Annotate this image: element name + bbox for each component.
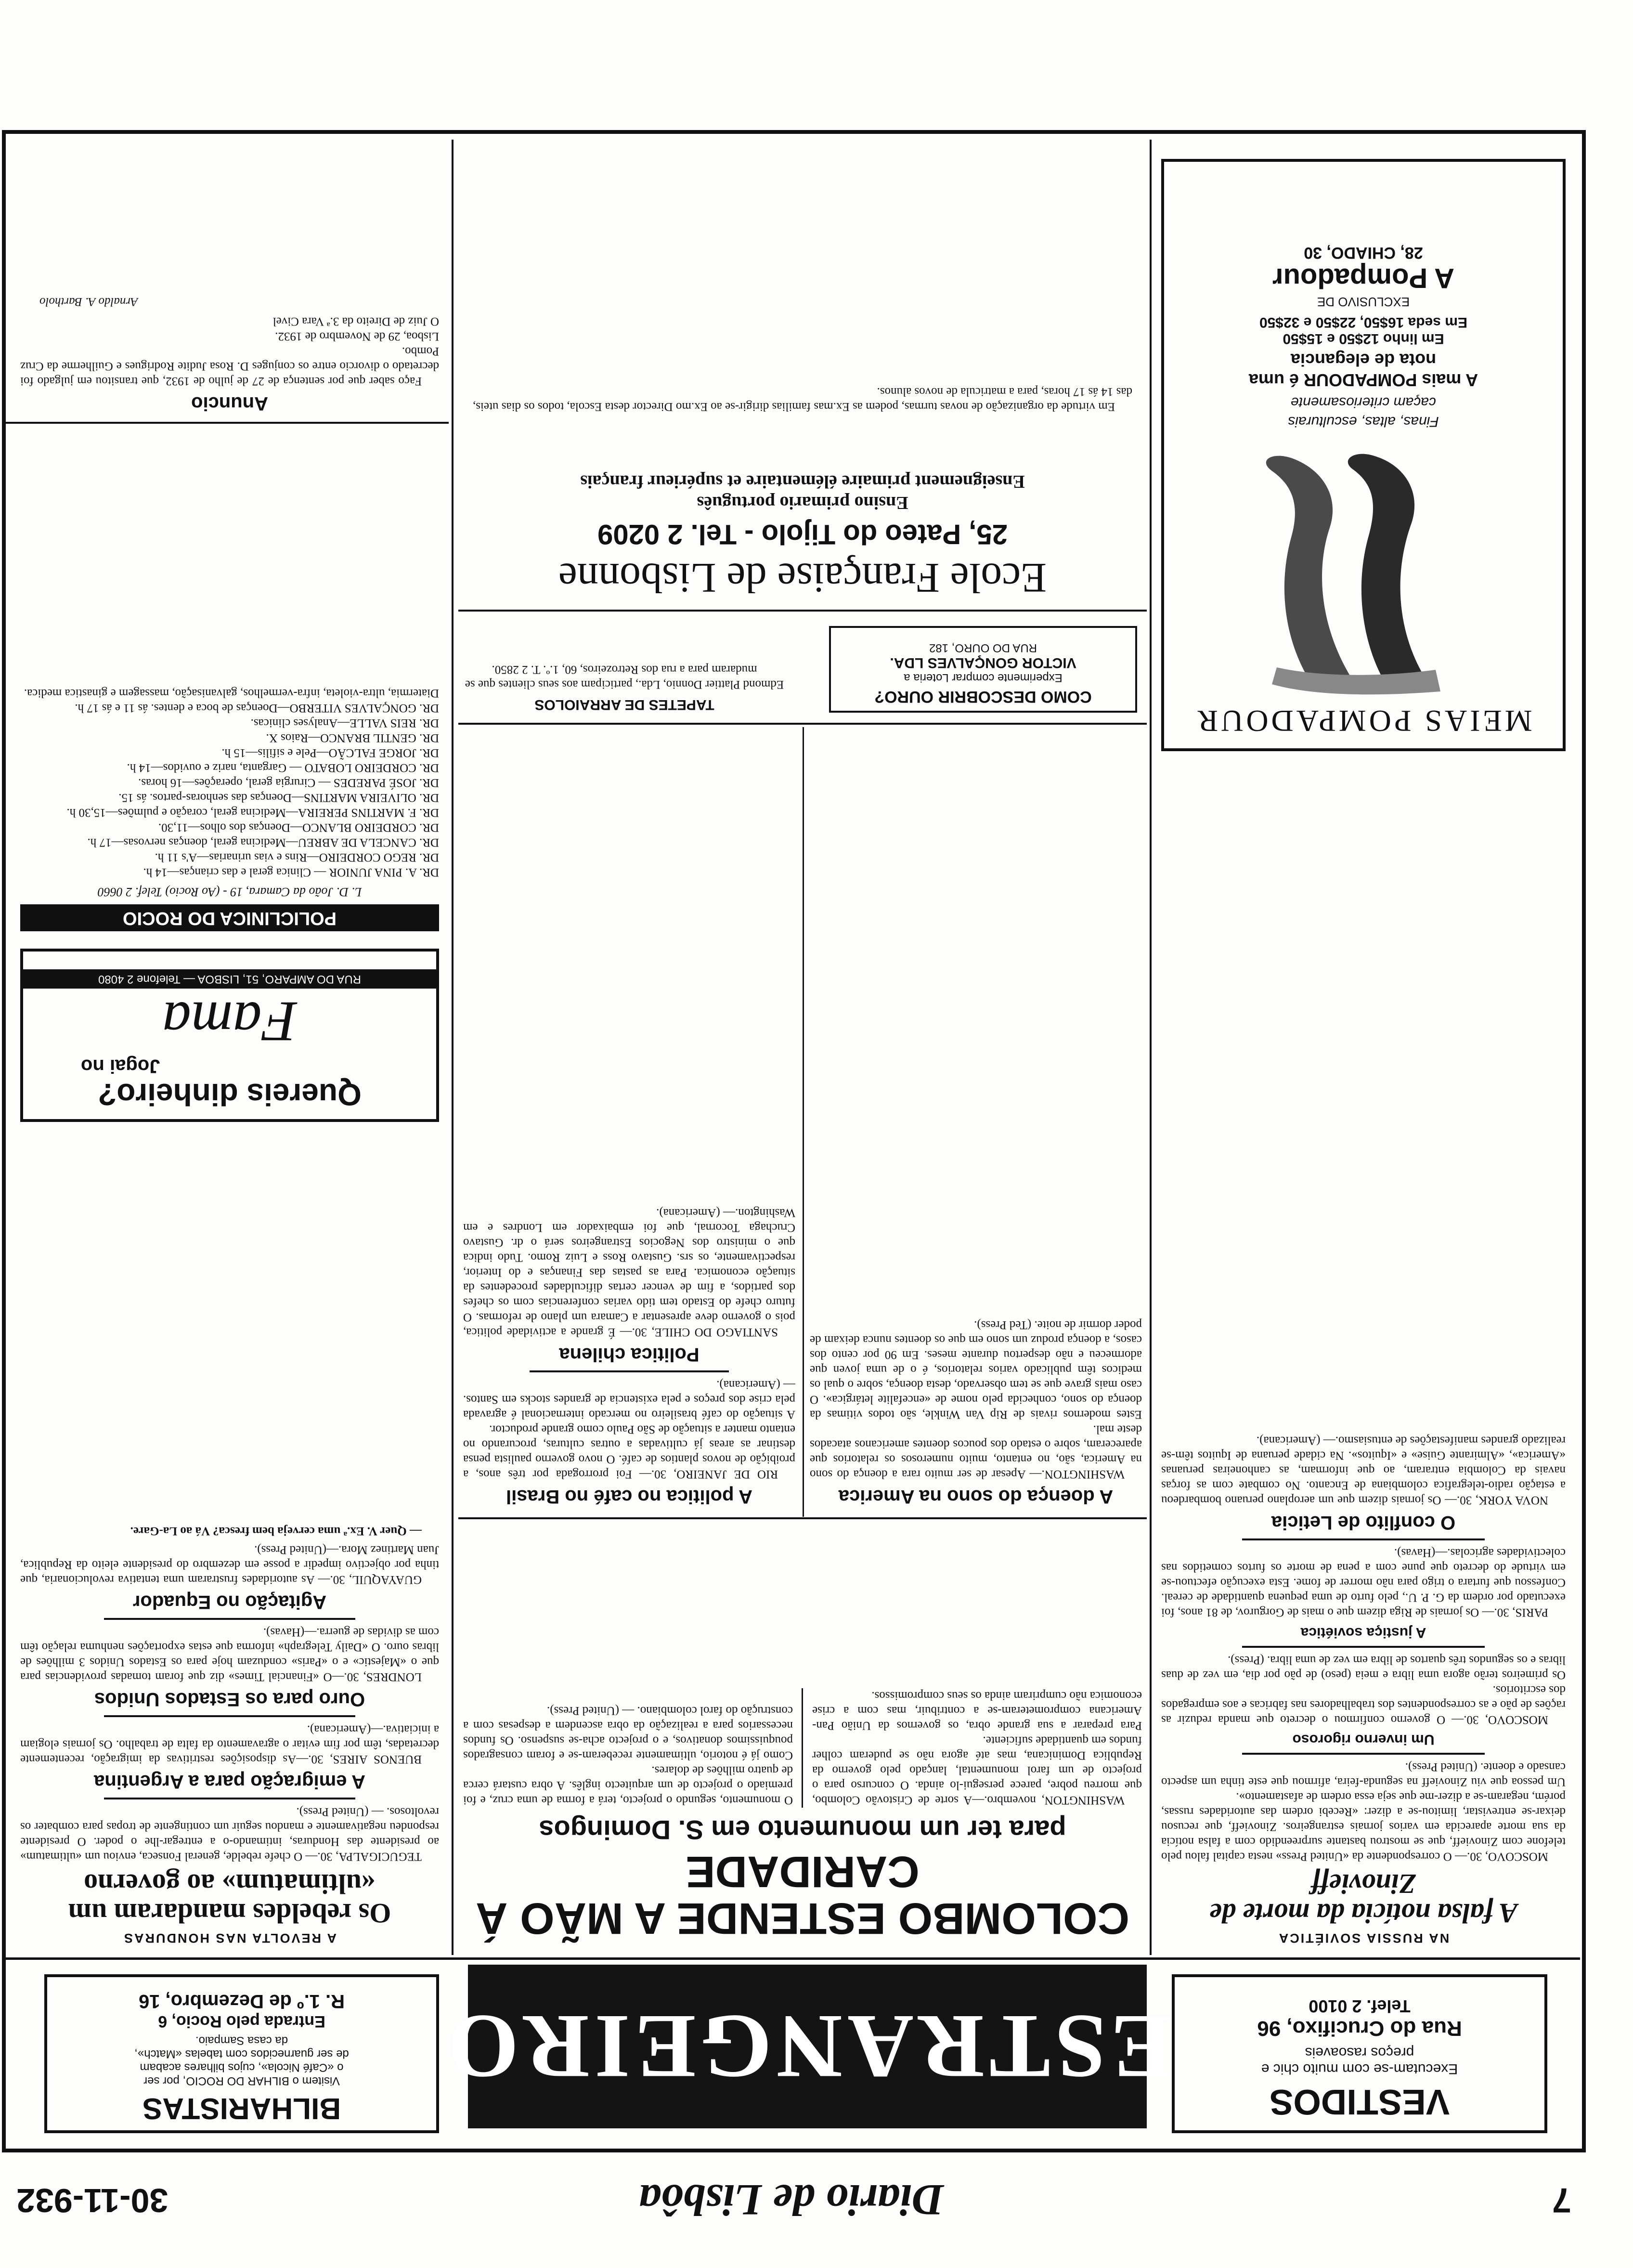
bilharistas-ad: [44, 1974, 439, 2133]
cerveja-notice: — Quer V. Ex.ª uma cerveja bem fresca? Vá ao La-Gare.: [130, 1525, 422, 1538]
zinovieff-kicker: NA RUSSIA SOVIÉTICA: [1277, 1931, 1450, 1945]
section-banner: [442, 1965, 1172, 2128]
ouro-eua-headline: Ouro para os Estados Unidos: [94, 1689, 365, 1710]
pompadour-ad: [1161, 159, 1566, 751]
ouro-ad-line: Experimente comprar Loteria a: [904, 671, 1063, 684]
column-rule: [803, 727, 804, 1517]
vestidos-ad-line: Telef. 2 0100: [1309, 1996, 1411, 2016]
colombo-article: [463, 1517, 1142, 1950]
equador-body: GUAYAQUIL, 30.— As autoridades frustraram uma tentativa revolucionaria, que tinha por objectivo impedir a posse em dezembro do presidente eleito da Republica, Juan Martinez Mora.—(United Press).: [20, 1543, 439, 1587]
vestidos-ad-line: Rua do Crucifixo, 96: [1257, 2017, 1462, 2040]
bilharistas-ad-line: Visitem o BILHAR DO ROCIO, por ser: [143, 2074, 340, 2087]
top-row-rule: [6, 1957, 1580, 1960]
center-right-column: [463, 730, 795, 1510]
section-banner-text: ESTRANGEIRO: [442, 1996, 1172, 2097]
colombo-subheadline: para ter um monumento em S. Domingos: [539, 1814, 1066, 1845]
pompadour-ad-line: Em seda 16$50, 22$50 e 32$50: [1259, 314, 1468, 330]
column-rule: [452, 140, 454, 1955]
honduras-kicker: A REVOLTA NAS HONDURAS: [123, 1931, 337, 1945]
chile-headline: Politica chilena: [559, 1344, 700, 1365]
ecole-ad-sub1: Ensino primario português: [697, 493, 908, 513]
divider: [104, 1618, 355, 1620]
argentina-headline: A emigração para a Argentina: [94, 1771, 365, 1793]
bilharistas-ad-line: da casa Sampaio.: [195, 2034, 288, 2047]
bilharistas-ad-line: de ser guarnecidos com tabelas «Match»,: [134, 2047, 349, 2060]
ouro-ad-title: COMO DESCOBRIR OURO?: [874, 688, 1092, 706]
pompadour-ad-line: A Pompadour: [1272, 262, 1455, 294]
ecole-ad-title: Ecole Française de Lisbonne: [558, 554, 1047, 601]
pompadour-ad-line: A mais POMPADOUR é uma: [1248, 370, 1478, 390]
argentina-body: BUENOS AIRES, 30.—As disposições restritivas da imigração, recentemente decretadas, têm por fim evitar o agravamento da falta de trabalho. Os jornais elogiam a iniciativa.—(Americana).: [20, 1723, 439, 1766]
section-rule: [458, 610, 1147, 612]
column-rule: [1150, 140, 1152, 1955]
ouro-eua-body: LONDRES, 30.—O «Financial Times» diz que foram tomadas providencias para que o «Majestic» e o «Paris» conduzam hoje para os Estados Unidos 3 milhões de libras ouro. O «Daily Telegraph» informa que estas exportações nenhuma relação têm com as dividas de guerra.—(Havas).: [20, 1626, 439, 1684]
pompadour-ad-line: Em linho 12$50 e 15$50: [1283, 331, 1444, 347]
pompadour-ad-tagline: Finas, altas, esculturais: [1288, 414, 1439, 430]
ecole-ad-notice: [473, 318, 1132, 414]
vestidos-ad: [1172, 1974, 1547, 2133]
ecole-ad-address: 25, Pateo do Tijolo - Tel. 2 0209: [597, 519, 1008, 550]
tapetes-ad: [463, 619, 786, 715]
vestidos-ad-line: Executam-se com muito chic e: [1261, 2061, 1458, 2077]
anuncio-ad: [20, 142, 439, 417]
pompadour-ad-line: 28, CHIADO, 30: [1304, 244, 1423, 262]
fama-ad-sub: Jogai no: [81, 1056, 160, 1077]
center-left-column: [810, 730, 1142, 1510]
zinovieff-body: MOSCOVO, 30.— O correspondente da «United Press» nesta capital falou pelo telefone com Zinovieff, que se mostrou bastante surpreendido com a falsa notícia da sua morte aparecida em varios jornais estrangeiros. Zinovieff, que recusou deixar-se entrevistar, limitou-se a dizer: «Recebi ordem das autoridades russas, porém, negaram-se a dizer-me que seja essa ordem de afastamento». Um pessoa que viu Zinovieff na segunda-feira, afirmou que este tinha um aspecto cansado e doente. (United Press).: [1161, 1760, 1566, 1864]
ouro-ad-line: VICTOR GONÇALVES LDA.: [890, 655, 1076, 671]
section-rule: [6, 422, 449, 424]
right-column: [20, 1132, 439, 1950]
vestidos-ad-title: VESTIDOS: [1269, 2082, 1450, 2122]
leticia-body: NOVA YORK, 30.— Os jornais dizem que um aeroplano peruano bombardeou a estação radio-telegrafica colombiana de Encanto. No combate com as forças navais da Colombia entraram, ao que informam, as canhoneiras peruanas «America», «Almirante Guise» e «Iquitos». Na cidade peruana de Iquitos têm-se realizado grandes manifestações de entusiasmo.— (Americana).: [1161, 1434, 1566, 1507]
divider: [1242, 1538, 1485, 1540]
issue-date: 30-11-932: [16, 2182, 168, 2219]
divider: [104, 1715, 355, 1717]
justica-headline: A justiça soviética: [1300, 1624, 1426, 1641]
divider: [1242, 1753, 1485, 1755]
policlinica-header: L. D. João da Camara, 19 - (Ao Rocio) Telef. 2 0660: [97, 885, 362, 899]
divider: [104, 1798, 355, 1799]
sono-headline: A doença do sono na America: [838, 1486, 1114, 1507]
honduras-body: TEGUCIGALPA, 30.— O chefe rebelde, general Fonseca, enviou um «ultimatum» ao presidente das Honduras, intimando-o a entregar-lhe o poder. O presidente respondeu negativamente e mandou seguir um contingente de tropas para combater os revoltosos. — (United Press).: [20, 1805, 439, 1864]
left-column: [1161, 761, 1566, 1950]
ouro-ad-line: RUA DO OURO, 182: [929, 641, 1037, 654]
ecole-ad-body: Em virtude da organização de novas turmas, podem as Ex.mas familias dirigir-se ao Ex.mo Director desta Escola, todos os dias uteis, das 14 ás 17 horas, para a matricula de novos alunos.: [473, 385, 1132, 413]
justica-body: PARIS, 30.— Os jornais de Riga dizem que o mais de Gorgurov, de 81 anos, foi executado por ordem da G. P. U., pelo furto de uma pequena quantidade de cereal. Confessou que furtara o trigo para não morrer de fome. Esta execução efectuou-se em virtude do decreto que pune com a pena de morte os furtos cometidos nas colectividades agricolas.—(Havas).: [1161, 1546, 1566, 1619]
sono-body: WASHINGTON.— Apesar de ser muito rara a doença do sono na America, são, no entanto, muito numerosos os relatorios que apareceram, sobre o estado dos poucos doentes americanos atacados deste mal. Estes modernos rivais de Rip Van Winkle, são todos vitimas da doença do sono, conhecida pelo nome de «encefalite letárgica». O caso mais grave que se tem observado, desta doença, sobre o qual os medicos têm publicado varios relatorios, é o de uma joven que adormeceu e não despertou durante meses. Em 90 por cento dos casos, a doença produz um sono em que os doentes nunca deixam de poder dormir de noite. (Ted Press).: [810, 1318, 1142, 1481]
fama-ad: [20, 949, 439, 1122]
bilharistas-ad-line: Entrada pelo Rocio, 6: [158, 2012, 325, 2031]
pompadour-ad-brand: MEIAS POMPADOUR: [1194, 704, 1532, 738]
colombo-columns: [463, 1688, 1142, 1808]
vestidos-ad-line: preços rasoaveis: [1305, 2045, 1414, 2060]
anuncio-title: Anuncio: [191, 393, 268, 414]
stocking-legs-illustration: [1229, 436, 1498, 696]
bilharistas-ad-line: o «Café Nicola», cujos bilhares acabam: [140, 2061, 344, 2074]
pompadour-ad-sub: caçam criteriosamente: [1291, 394, 1436, 410]
cafe-headline: A politica no café no Brasil: [506, 1486, 752, 1507]
policlinica-title: POLICLINICA DO ROCIO: [20, 904, 439, 931]
divider: [530, 1370, 729, 1372]
fama-ad-address: RUA DO AMPARO, 51, LISBOA — Telefone 2 4080: [23, 969, 436, 989]
anuncio-signature: Arnaldo A. Bartholo: [39, 295, 138, 308]
fama-ad-title: Quereis dinheiro?: [98, 1077, 362, 1112]
colombo-headline: COLOMBO ESTENDE A MÃO Á CARIDADE: [476, 1847, 1129, 1943]
policlinica-body: DR. A. PINA JUNIOR — Clinica geral e das crianças—14 h. DR. REGO CORDEIRO—Rins e vias urinarias—A's 11 h. DR. CANCELA DE ABREU—Medicina geral, doenças nervosas—17 h. DR. CORDEIRO BLANCO—Doenças dos olhos—11,30. DR. F. MARTINS PEREIRA—Medicina geral, coração e pulmões—15,30 h. DR. OLIVEIRA MARTINS—Doenças das senhoras-partos. ás 15. DR. JOSÉ PAREDES — Cirurgia geral, operações—16 horas. DR. CORDEIRO LOBATO — Garganta, nariz e ouvidos—14 h. DR. JORGE FALCÃO—Pele e sifilis—15 h. DR. GENTIL BRANCO—Raios X. DR. REIS VALLE—Analyses clinicas. DR. GONÇALVES VITERBO—Doenças de boca e dentes. ás 11 e ás 17 h. Diatermia, ultra-violeta, infra-vermelhos, galvanisação, massagem e ginastica medica.: [24, 687, 439, 879]
inverno-body: MOSCOVO, 30.— O governo confirmou o decreto que manda reduzir as rações de pão e as correspondentes dos trabalhadores nas fabricas e aos empregados dos escritorios. Os primeiros terão agora uma libra e meia (peso) de pão por dia, em vez de duas libras e os segundos três quartos de libra em vez de uma libra. (Press).: [1161, 1653, 1566, 1726]
page-number: 7: [1552, 2181, 1571, 2219]
zinovieff-headline: A falsa notícia da morte de Zinovieff: [1209, 1868, 1517, 1929]
tapetes-ad-title: TAPETES DE ARRAIOLOS: [534, 697, 714, 713]
honduras-headline: Os rebeldes mandaram um «ultimatum» ao governo: [68, 1868, 391, 1929]
colombo-body: WASHINGTON, novembro.—A sorte de Cristovão Colombo, que morreu pobre, parece persegui-lo ainda. O concurso para o projecto de um farol monumental, lançado pelo governo da Republica Dominicana, mas até agora não se puderam colher fundos em quantidade suficiente. Para preparar a sua grande obra, os governos da União Pan-Americana comprometeram-se a contribuir, mas com a crise economica não cumpriram ainda os seus compromissos. O monumento, segundo o projecto, terá a forma de uma cruz, e foi premiado o projecto de um arquitecto inglês. A obra custará cerca de quatro milhões de dolares. Como já é notorio, ultimamente receberam-se e foram consagrados pouquissimos donativos, e o projecto acha-se suspenso. Os fundos necessarios para a realização da obra ascendem a despesas com a construção do farol colombiano. — (United Press).: [463, 1689, 1142, 1807]
section-rule: [458, 1517, 1147, 1519]
newspaper-title: Diario de Lisbôa: [639, 2176, 944, 2225]
cafe-body: RIO DE JANEIRO, 30.— Foi prorrogada por três anos, a proibição de novos plantios de café. O novo governo paulista pensa destinar as areas já cultivadas a outras culturas, procurando no entanto manter a situação de São Paulo como grande productor. A situação do café brasileiro no mercado internacional é agravada pela crise dos preços e pela existencia de grandes stocks em Santos. — (Americana).: [463, 1378, 795, 1481]
anuncio-body: Faço saber que por sentença de 27 de julho de 1932, que transitou em julgado foi decretado o divorcio entre os conjuges D. Rosa Judite Rodrigues e Guilherme da Cruz Pombo. Lisboa, 29 de Novembro de 1932. O Juiz de Direito da 3.ª Vara Civel: [20, 315, 439, 388]
equador-headline: Agitação no Equador: [132, 1591, 327, 1613]
pompadour-ad-line: EXCLUSIVO DE: [1317, 295, 1410, 309]
ecole-ad-sub2: Enseignement primaire élémentaire et supérieur français: [580, 471, 1025, 492]
leticia-headline: O conflito de Leticia: [1271, 1512, 1456, 1534]
bilharistas-ad-title: BILHARISTAS: [142, 2092, 341, 2125]
divider: [1242, 1646, 1485, 1648]
masthead: [2, 2162, 1586, 2234]
pompadour-ad-line: nota de elegancia: [1290, 350, 1437, 370]
ouro-ad: [829, 626, 1137, 713]
section-rule: [458, 723, 1147, 725]
ecole-ad: [463, 419, 1142, 602]
bilharistas-ad-line: R. 1.º de Dezembro, 16: [138, 1991, 345, 2012]
inverno-headline: Um inverno rigoroso: [1292, 1732, 1435, 1748]
tapetes-ad-body: Edmond Plattier Donnio, Lda., participam aos seus clientes que se mudaram para a rua dos Retrozeiros, 60, 1.º. T. 2 2850.: [465, 663, 784, 691]
policlinica-ad: [20, 429, 439, 934]
fama-ad-brand: Fama: [162, 990, 297, 1054]
chile-body: SANTIAGO DO CHILE, 30.— É grande a actividade politica, pois o governo deve apresentar a Camara um plano de reformas. O futuro chefe do Estado tem tido varias conferencias com os chefes dos partidos, a fim de vencer certas dificuldades procedentes da situação economica. Para as pastas das Finanças e do Interior, respectivamente, os srs. Gustavo Ross e Luiz Romo. Tudo indica que o ministro dos Negocios Estrangeiros será o dr. Gustavo Cruchaga Tocornal, que foi embaixador em Londres e em Washington.— (Americana).: [463, 1206, 795, 1339]
